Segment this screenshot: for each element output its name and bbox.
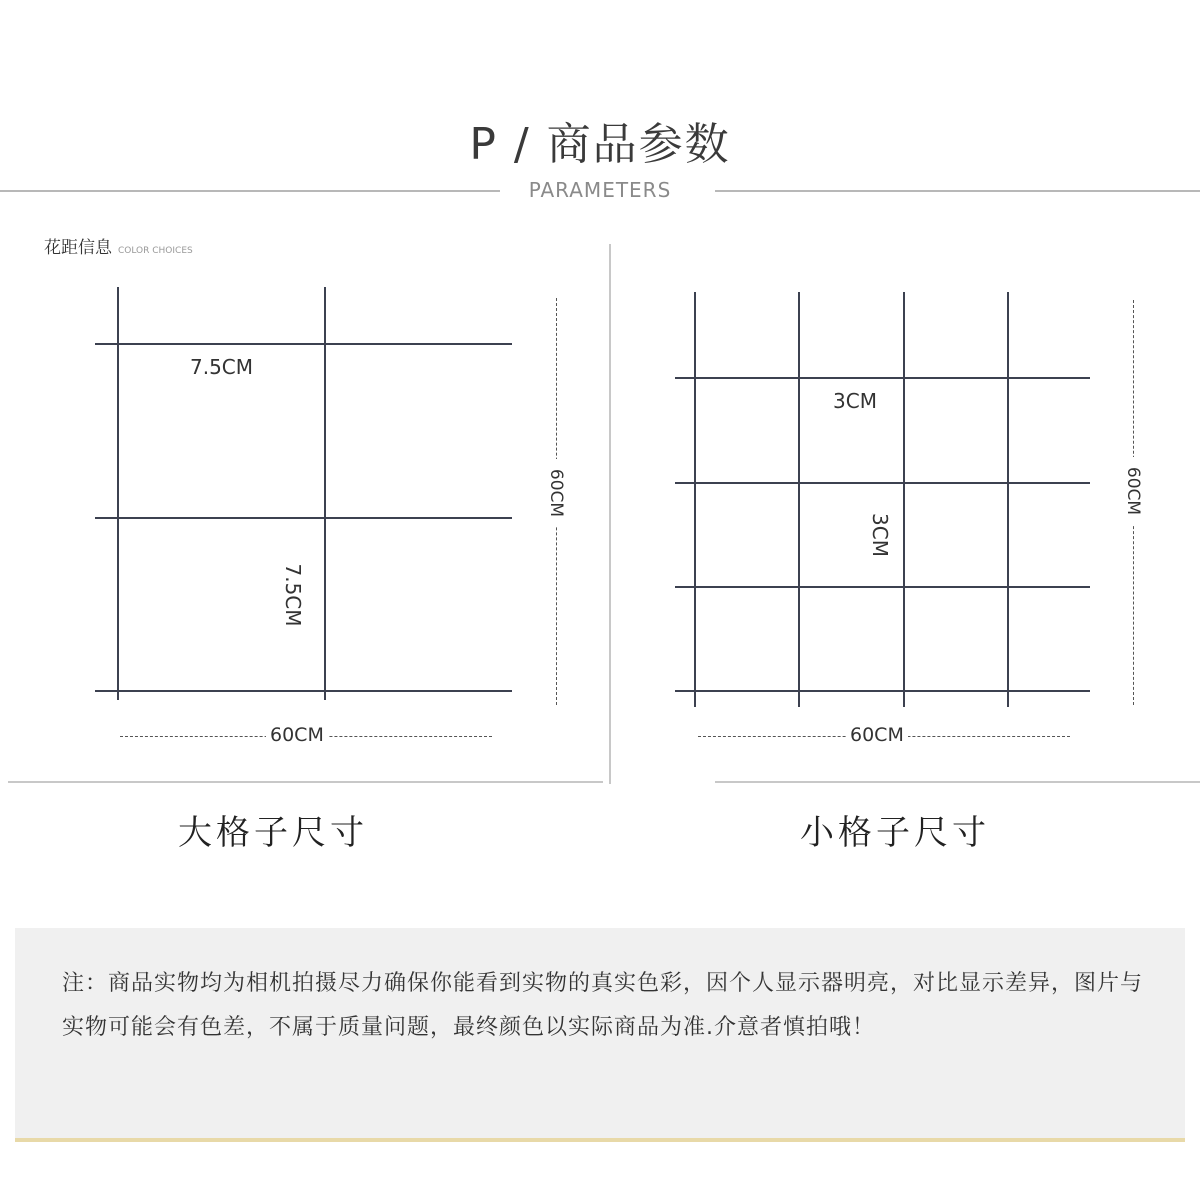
small-grid-hline [675, 482, 1090, 484]
panel-divider [609, 244, 611, 784]
small-total-height-label: 60CM [1123, 457, 1143, 525]
large-grid-hline [95, 343, 512, 345]
small-grid-caption: 小格子尺寸 [800, 813, 990, 853]
small-grid-hline [675, 586, 1090, 588]
small-grid-vline [1007, 292, 1009, 707]
note-text: 注：商品实物均为相机拍摄尽力确保你能看到实物的真实色彩，因个人显示器明亮，对比显示差异，图片与实物可能会有色差，不属于质量问题，最终颜色以实际商品为准.介意者慎拍哦！ [62, 971, 1144, 1040]
small-grid-hline [675, 690, 1090, 692]
large-grid-hline [95, 690, 512, 692]
small-total-width-label: 60CM [846, 724, 908, 746]
page-subtitle: PARAMETERS [528, 178, 672, 202]
panel-baseline-left [8, 781, 603, 783]
small-grid-vline [694, 292, 696, 707]
section-label-en: COLOR CHOICES [118, 246, 193, 256]
note-accent-bar [15, 1138, 1185, 1142]
small-cell-width-label: 3CM [833, 389, 877, 413]
small-cell-height-label: 3CM [868, 513, 892, 557]
large-cell-height-label: 7.5CM [281, 563, 305, 627]
small-grid-vline [798, 292, 800, 707]
large-grid-hline [95, 517, 512, 519]
small-grid-vline [903, 292, 905, 707]
page-title: P / 商品参数 [469, 119, 731, 170]
large-total-height-label: 60CM [546, 459, 566, 527]
section-label-cn: 花距信息 [44, 238, 112, 258]
large-total-width-label: 60CM [266, 724, 328, 746]
large-grid-caption: 大格子尺寸 [178, 813, 368, 853]
large-cell-width-label: 7.5CM [190, 355, 254, 379]
small-grid-hline [675, 377, 1090, 379]
section-label [44, 233, 193, 258]
panel-baseline-right [715, 781, 1200, 783]
large-grid-vline [117, 287, 119, 700]
large-grid-vline [324, 287, 326, 700]
